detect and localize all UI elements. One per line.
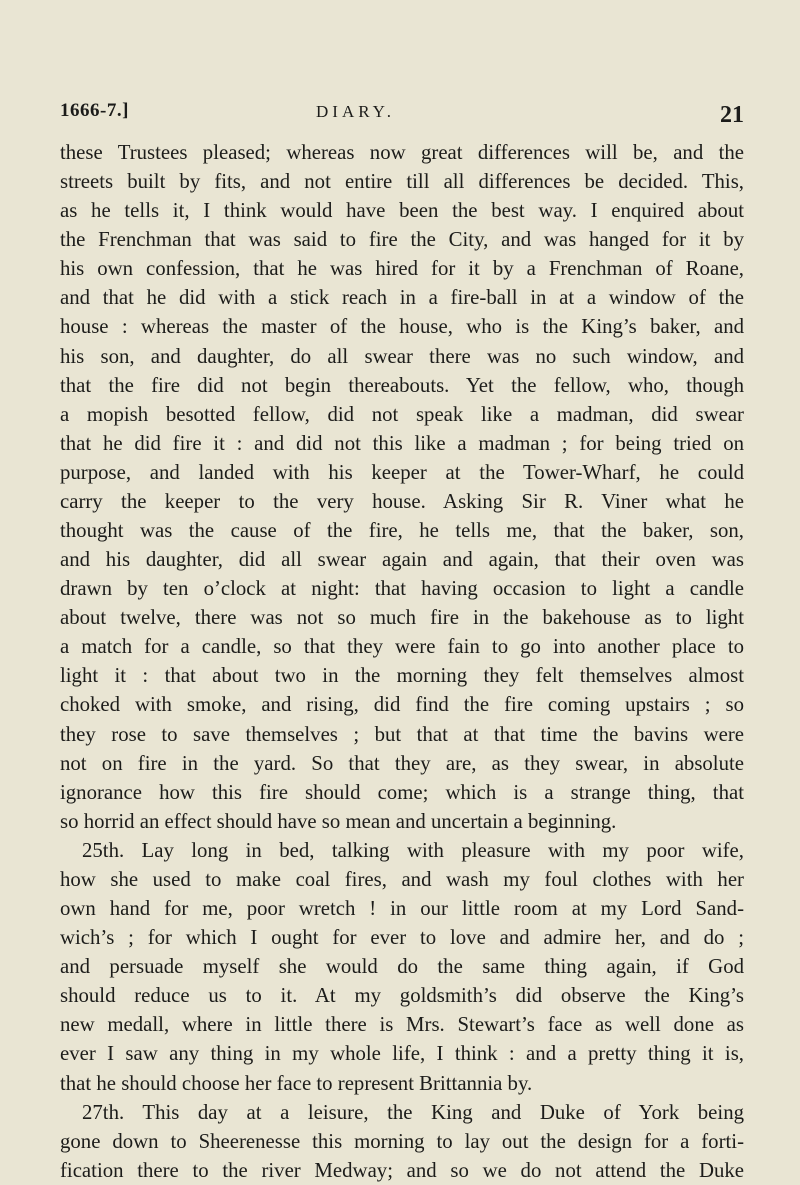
text-line: house : whereas the master of the house, who is the King’s baker, and — [60, 315, 744, 339]
text-line: 27th. This day at a leisure, the King and Duke of York being — [82, 1100, 744, 1124]
text-line: choked with smoke, and rising, did find the fire coming upstairs ; so — [60, 693, 744, 717]
text-line: that he should choose her face to represent Brittannia by. — [60, 1071, 533, 1095]
text-line: so horrid an effect should have so mean and uncertain a beginning. — [60, 809, 617, 833]
text-line: that the fire did not begin thereabouts. Yet the fellow, who, though — [60, 373, 744, 397]
text-line: the Frenchman that was said to fire the City, and was hanged for it by — [60, 228, 744, 252]
text-line: a match for a candle, so that they were fain to go into another place to — [60, 635, 744, 659]
text-line: his son, and daughter, do all swear there was no such window, and — [60, 344, 744, 368]
text-line: that he did fire it : and did not this like a madman ; for being tried on — [60, 431, 744, 455]
text-line: own hand for me, poor wretch ! in our little room at my Lord Sand- — [60, 897, 744, 921]
text-line: carry the keeper to the very house. Asking Sir R. Viner what he — [60, 489, 744, 513]
text-line: light it : that about two in the morning they felt themselves almost — [60, 664, 744, 688]
text-line: thought was the cause of the fire, he tells me, that the baker, son, — [60, 519, 744, 543]
text-line: wich’s ; for which I ought for ever to love and admire her, and do ; — [60, 926, 744, 950]
page-number: 21 — [720, 102, 744, 128]
text-line: not on fire in the yard. So that they are, as they swear, in absolute — [60, 751, 744, 775]
text-line: gone down to Sheerenesse this morning to lay out the design for a forti- — [60, 1129, 744, 1153]
text-line: his own confession, that he was hired for it by a Frenchman of Roane, — [60, 257, 744, 281]
text-line: about twelve, there was not so much fire in the bakehouse as to light — [60, 606, 744, 630]
text-line: purpose, and landed with his keeper at the Tower-Wharf, he could — [60, 460, 744, 484]
text-line: as he tells it, I think would have been the best way. I enquired about — [60, 199, 744, 223]
text-line: these Trustees pleased; whereas now great differences will be, and the — [60, 141, 744, 164]
running-head-title: DIARY. — [316, 102, 395, 121]
text-line: ignorance how this fire should come; which is a strange thing, that — [60, 780, 744, 804]
text-line: 25th. Lay long in bed, talking with pleasure with my poor wife, — [82, 838, 744, 862]
text-line: fication there to the river Medway; and so we do not attend the Duke — [60, 1158, 744, 1182]
text-line: new medall, where in little there is Mrs. Stewart’s face as well done as — [60, 1013, 744, 1037]
running-head — [60, 100, 744, 134]
text-line: and that he did with a stick reach in a fire-ball in at a window of the — [60, 286, 744, 310]
body-text — [60, 138, 744, 1185]
text-line: how she used to make coal fires, and wash my foul clothes with her — [60, 867, 744, 891]
text-line: should reduce us to it. At my goldsmith’s did observe the King’s — [60, 984, 744, 1008]
text-line: streets built by fits, and not entire till all differences be decided. This, — [60, 170, 744, 194]
text-line: drawn by ten o’clock at night: that having occasion to light a candle — [60, 577, 744, 601]
running-head-date-range: 1666-7.] — [60, 100, 129, 121]
text-line: and persuade myself she would do the same thing again, if God — [60, 955, 744, 979]
text-line: and his daughter, did all swear again and again, that their oven was — [60, 548, 744, 572]
text-line: they rose to save themselves ; but that at that time the bavins were — [60, 722, 744, 746]
text-line: a mopish besotted fellow, did not speak like a madman, did swear — [60, 402, 744, 426]
text-line: ever I saw any thing in my whole life, I think : and a pretty thing it is, — [60, 1042, 744, 1066]
